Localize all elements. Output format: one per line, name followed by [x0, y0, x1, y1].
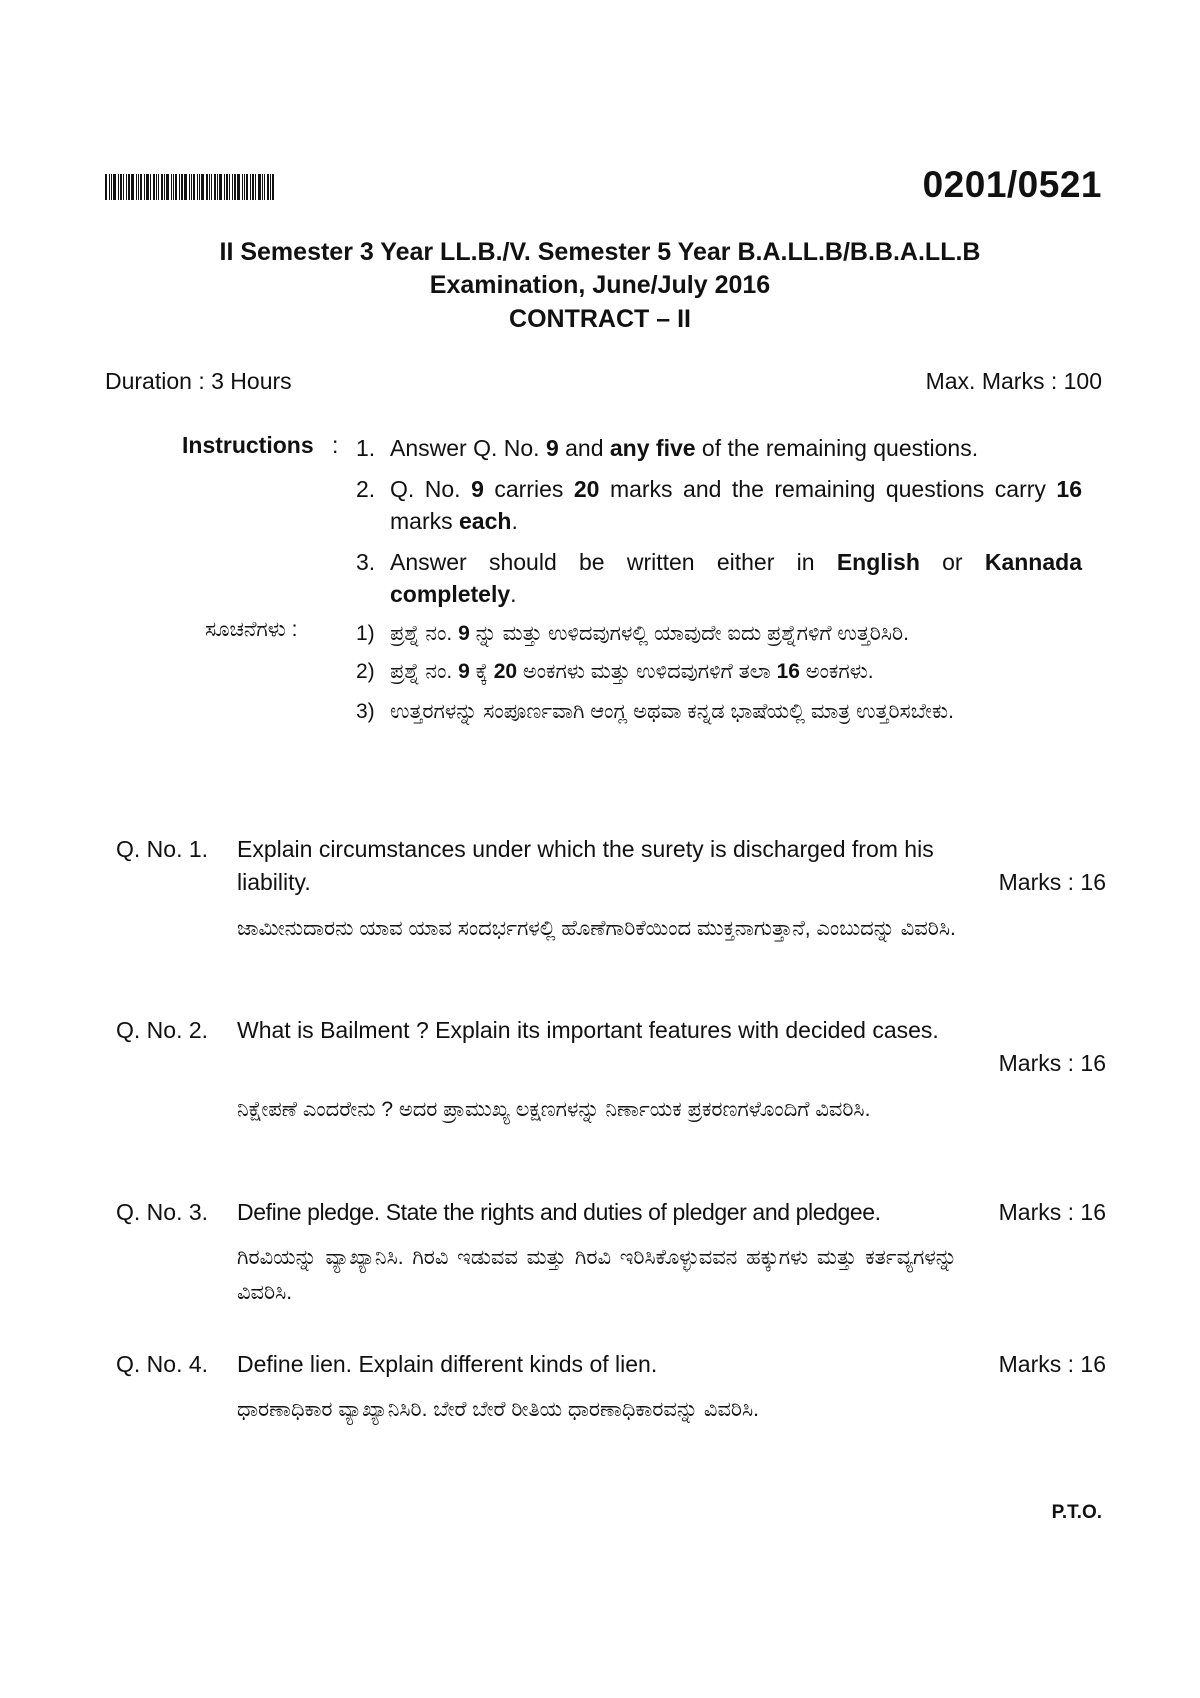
instruction-text: ಪ್ರಶ್ನೆ ನಂ. 9 ನ್ನು ಮತ್ತು ಉಳಿದವುಗಳಲ್ಲಿ ಯಾವುದೇ ಐದು ಪ್ರಶ್ನೆಗಳಿಗೆ ಉತ್ತರಿಸಿರಿ. [390, 622, 909, 645]
instruction-number: 1. [356, 435, 376, 461]
barcode-bar [105, 174, 107, 200]
barcode-bar [214, 174, 216, 200]
barcode-bar [136, 174, 137, 200]
question-marks: Marks : 16 [998, 1199, 1106, 1225]
question-kannada-text: ಜಾಮೀನುದಾರನು ಯಾವ ಯಾವ ಸಂದರ್ಭಗಳಲ್ಲಿ ಹೊಣೆಗಾರಿಕೆಯಿಂದ ಮುಕ್ತನಾಗುತ್ತಾನೆ, ಎಂಬುದನ್ನು ವಿವರಿಸಿ. [237, 917, 956, 940]
barcode-bar [153, 174, 155, 200]
barcode-bar [201, 174, 204, 200]
barcode-bar [209, 174, 210, 200]
barcode-bar [138, 174, 139, 200]
question-kannada-text: ಗಿರವಿಯನ್ನು ವ್ಯಾಖ್ಯಾನಿಸಿ. ಗಿರವಿ ಇಡುವವ ಮತ್ತು ಗಿರವಿ ಇರಿಸಿಕೊಳ್ಳುವವನ ಹಕ್ಕುಗಳು ಮತ್ತು ಕರ್ತವ್ಯಗಳನ್ನು ವಿವರಿಸಿ. [237, 1246, 957, 1304]
barcode-bar [229, 174, 230, 200]
barcode-bar [161, 174, 163, 200]
barcode-bar [199, 174, 200, 200]
barcode-bar [173, 174, 174, 200]
question-number: Q. No. 2. [116, 1017, 209, 1043]
barcode-bar [232, 174, 233, 200]
instructions-colon: : [332, 432, 339, 458]
question-text: Explain circumstances under which the surety is discharged from his liability. [237, 836, 934, 895]
barcode-bar [144, 174, 145, 200]
barcode-bar [219, 174, 222, 200]
barcode-bar [150, 174, 151, 200]
duration: Duration : 3 Hours [105, 368, 292, 394]
barcode-bar [111, 174, 112, 200]
barcode-bar [193, 174, 195, 200]
barcode-bar [224, 174, 225, 200]
barcode-bar [128, 174, 130, 200]
barcode-bar [156, 174, 157, 200]
instruction-text: Answer Q. No. 9 and any five of the remaining questions. [390, 435, 979, 461]
barcode-bar [267, 174, 269, 200]
instruction-text: Answer should be written either in English or Kannada completely. [390, 549, 1082, 607]
barcode-bar [109, 174, 110, 200]
barcode-bar [146, 174, 149, 200]
instruction-text: ಪ್ರಶ್ನೆ ನಂ. 9 ಕ್ಕೆ 20 ಅಂಕಗಳು ಮತ್ತು ಉಳಿದವುಗಳಿಗೆ ತಲಾ 16 ಅಂಕಗಳು. [390, 660, 874, 683]
barcode-bar [164, 174, 165, 200]
question-text: Define pledge. State the rights and duties of pledger and pledgee. [237, 1199, 881, 1225]
barcode-image [105, 174, 333, 200]
subject-title: CONTRACT – II [509, 305, 691, 333]
barcode-bar [246, 174, 248, 200]
paper-code: 0201/0521 [922, 164, 1102, 205]
barcode-bar [237, 174, 240, 200]
max-marks: Max. Marks : 100 [925, 368, 1102, 394]
question-number: Q. No. 1. [116, 836, 209, 862]
barcode-bar [131, 174, 134, 200]
barcode-bar [191, 174, 192, 200]
barcode-bar [166, 174, 169, 200]
barcode-bar [255, 174, 256, 200]
please-turn-over: P.T.O. [1051, 1502, 1102, 1523]
barcode-bar [234, 174, 236, 200]
instruction-number: 2. [356, 476, 376, 502]
barcode-bar [270, 174, 271, 200]
instruction-number: 2) [356, 660, 375, 683]
question-marks: Marks : 16 [998, 869, 1106, 895]
barcode-bar [250, 174, 251, 200]
barcode-bar [252, 174, 254, 200]
instruction-number: 1) [356, 622, 375, 645]
instructions-label: Instructions [182, 432, 314, 458]
barcode-bar [258, 174, 261, 200]
question-kannada-text: ನಿಕ್ಷೇಪಣೆ ಎಂದರೇನು ? ಅದರ ಪ್ರಾಮುಖ್ಯ ಲಕ್ಷಣಗಳನ್ನು ನಿರ್ಣಾಯಕ ಪ್ರಕರಣಗಳೊಂದಿಗೆ ವಿವರಿಸಿ. [237, 1098, 871, 1121]
question-text: Define lien. Explain different kinds of lien. [237, 1351, 658, 1377]
barcode-bar [175, 174, 177, 200]
question-text: What is Bailment ? Explain its important features with decided cases. [237, 1017, 939, 1043]
kannada-instructions-label: ಸೂಚನೆಗಳು : [205, 618, 298, 641]
instruction-text: Q. No. 9 carries 20 marks and the remaining questions carry 16 marks each. [390, 476, 1082, 534]
barcode-bar [113, 174, 116, 200]
barcode-bar [262, 174, 263, 200]
barcode-bar [126, 174, 127, 200]
instruction-number: 3. [356, 549, 376, 575]
barcode-bar [264, 174, 265, 200]
question-number: Q. No. 3. [116, 1199, 209, 1225]
exam-title-line2: Examination, June/July 2016 [429, 271, 771, 299]
instruction-text: ಉತ್ತರಗಳನ್ನು ಸಂಪೂರ್ಣವಾಗಿ ಆಂಗ್ಲ ಅಥವಾ ಕನ್ನಡ ಭಾಷೆಯಲ್ಲಿ ಮಾತ್ರ ಉತ್ತರಿಸಬೇಕು. [390, 700, 954, 723]
barcode-bar [197, 174, 198, 200]
barcode-bar [181, 174, 183, 200]
barcode-bar [226, 174, 228, 200]
barcode-bar [211, 174, 212, 200]
barcode-bar [158, 174, 159, 200]
barcode-bar [217, 174, 218, 200]
exam-title-line1: II Semester 3 Year LL.B./V. Semester 5 Year B.A.LL.B/B.B.A.LL.B [219, 238, 981, 266]
question-marks: Marks : 16 [998, 1351, 1106, 1377]
instruction-number: 3) [356, 700, 375, 723]
barcode-bar [171, 174, 172, 200]
barcode-bar [244, 174, 245, 200]
barcode-bar [184, 174, 187, 200]
barcode-bar [189, 174, 190, 200]
question-kannada-text: ಧಾರಣಾಧಿಕಾರ ವ್ಯಾಖ್ಯಾನಿಸಿರಿ. ಬೇರೆ ಬೇರೆ ರೀತಿಯ ಧಾರಣಾಧಿಕಾರವನ್ನು ವಿವರಿಸಿ. [237, 1398, 760, 1421]
barcode-bar [179, 174, 180, 200]
barcode-bar [272, 174, 274, 200]
question-marks: Marks : 16 [998, 1050, 1106, 1076]
question-number: Q. No. 4. [116, 1351, 209, 1377]
barcode-bar [118, 174, 119, 200]
barcode-bar [123, 174, 124, 200]
barcode-bar [206, 174, 208, 200]
barcode-bar [140, 174, 142, 200]
barcode-bar [242, 174, 243, 200]
barcode-bar [120, 174, 122, 200]
